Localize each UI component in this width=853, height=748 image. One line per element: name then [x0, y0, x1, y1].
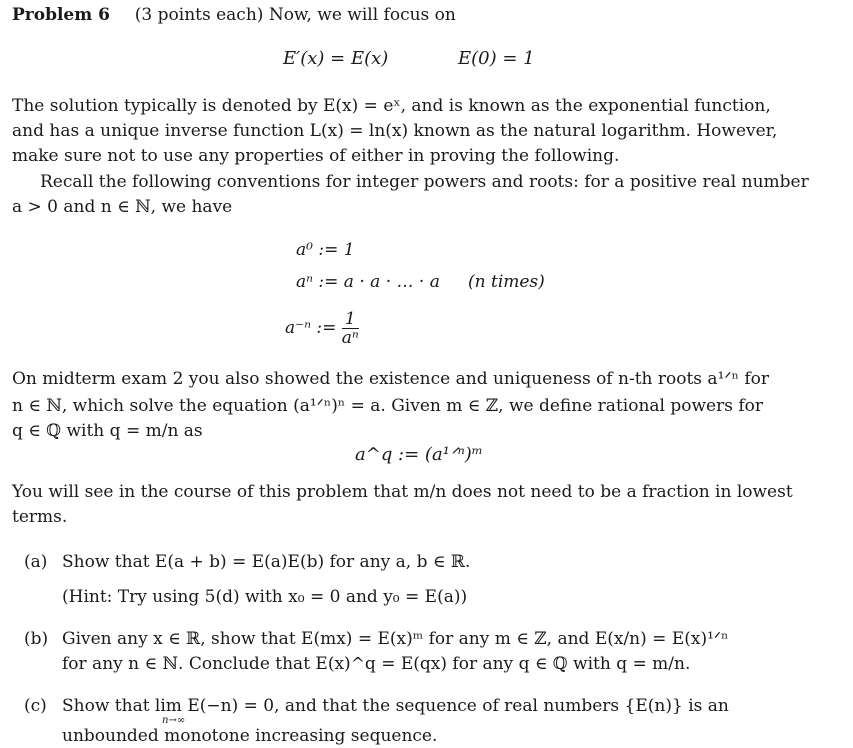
paragraph3-line2: n ∈ ℕ, which solve the equation (a¹ᐟⁿ)ⁿ = a. Given m ∈ ℤ, we define rational powers for [12, 396, 764, 416]
part-c-line2: unbounded monotone increasing sequence. [62, 726, 438, 746]
part-a-hint: (Hint: Try using 5(d) with x₀ = 0 and y₀ = E(a)) [62, 587, 468, 607]
part-a-label: (a) [24, 552, 48, 572]
paragraph1-line2: and has a unique inverse function L(x) = ln(x) known as the natural logarithm. However, [12, 121, 778, 141]
convention-n-power: aⁿ := a · a · … · a [296, 272, 440, 292]
paragraph3-line1: On midterm exam 2 you also showed the existence and uniqueness of n-th roots a¹ᐟⁿ for [12, 369, 769, 389]
paragraph1-line1: The solution typically is denoted by E(x) = eˣ, and is known as the exponential function, [12, 96, 771, 116]
part-c-limit-subscript: n→∞ [162, 715, 186, 726]
problem-intro: (3 points each) Now, we will focus on [134, 5, 456, 25]
paragraph1-line3: make sure not to use any properties of either in proving the following. [12, 146, 620, 166]
convention-negative-power [285, 310, 359, 347]
part-b-label: (b) [24, 629, 49, 649]
rational-power-definition: a^q := (a¹ᐟⁿ)ᵐ [355, 444, 483, 465]
main-equation-right: E(0) = 1 [458, 48, 535, 69]
part-c-line1: Show that lim E(−n) = 0, and that the sequence of real numbers {E(n)} is an [62, 696, 729, 716]
convention-zero-power: a⁰ := 1 [296, 240, 355, 260]
convention-negative-lhs: a⁻ⁿ := [285, 318, 337, 338]
part-b-line2: for any n ∈ ℕ. Conclude that E(x)^q = E(qx) for any q ∈ ℚ with q = m/n. [62, 654, 691, 674]
main-equation-left: E′(x) = E(x) [283, 48, 389, 69]
fraction-denominator: aⁿ [341, 328, 359, 348]
paragraph2-line1: Recall the following conventions for integer powers and roots: for a positive real number [40, 172, 809, 192]
convention-n-times-note: (n times) [468, 272, 545, 292]
paragraph4-line1: You will see in the course of this problem that m/n does not need to be a fraction in lowest [12, 482, 793, 502]
fraction-numerator: 1 [342, 310, 359, 329]
part-b-line1: Given any x ∈ ℝ, show that E(mx) = E(x)ᵐ for any m ∈ ℤ, and E(x/n) = E(x)¹ᐟⁿ [62, 629, 729, 649]
part-a-line1: Show that E(a + b) = E(a)E(b) for any a, b ∈ ℝ. [62, 552, 471, 572]
problem-header [12, 5, 456, 25]
convention-fraction [342, 310, 359, 347]
paragraph3-line3: q ∈ ℚ with q = m/n as [12, 421, 203, 441]
paragraph2-line2: a > 0 and n ∈ ℕ, we have [12, 197, 233, 217]
paragraph4-line2: terms. [12, 507, 68, 527]
part-c-label: (c) [24, 696, 47, 716]
problem-label: Problem 6 [12, 5, 110, 25]
